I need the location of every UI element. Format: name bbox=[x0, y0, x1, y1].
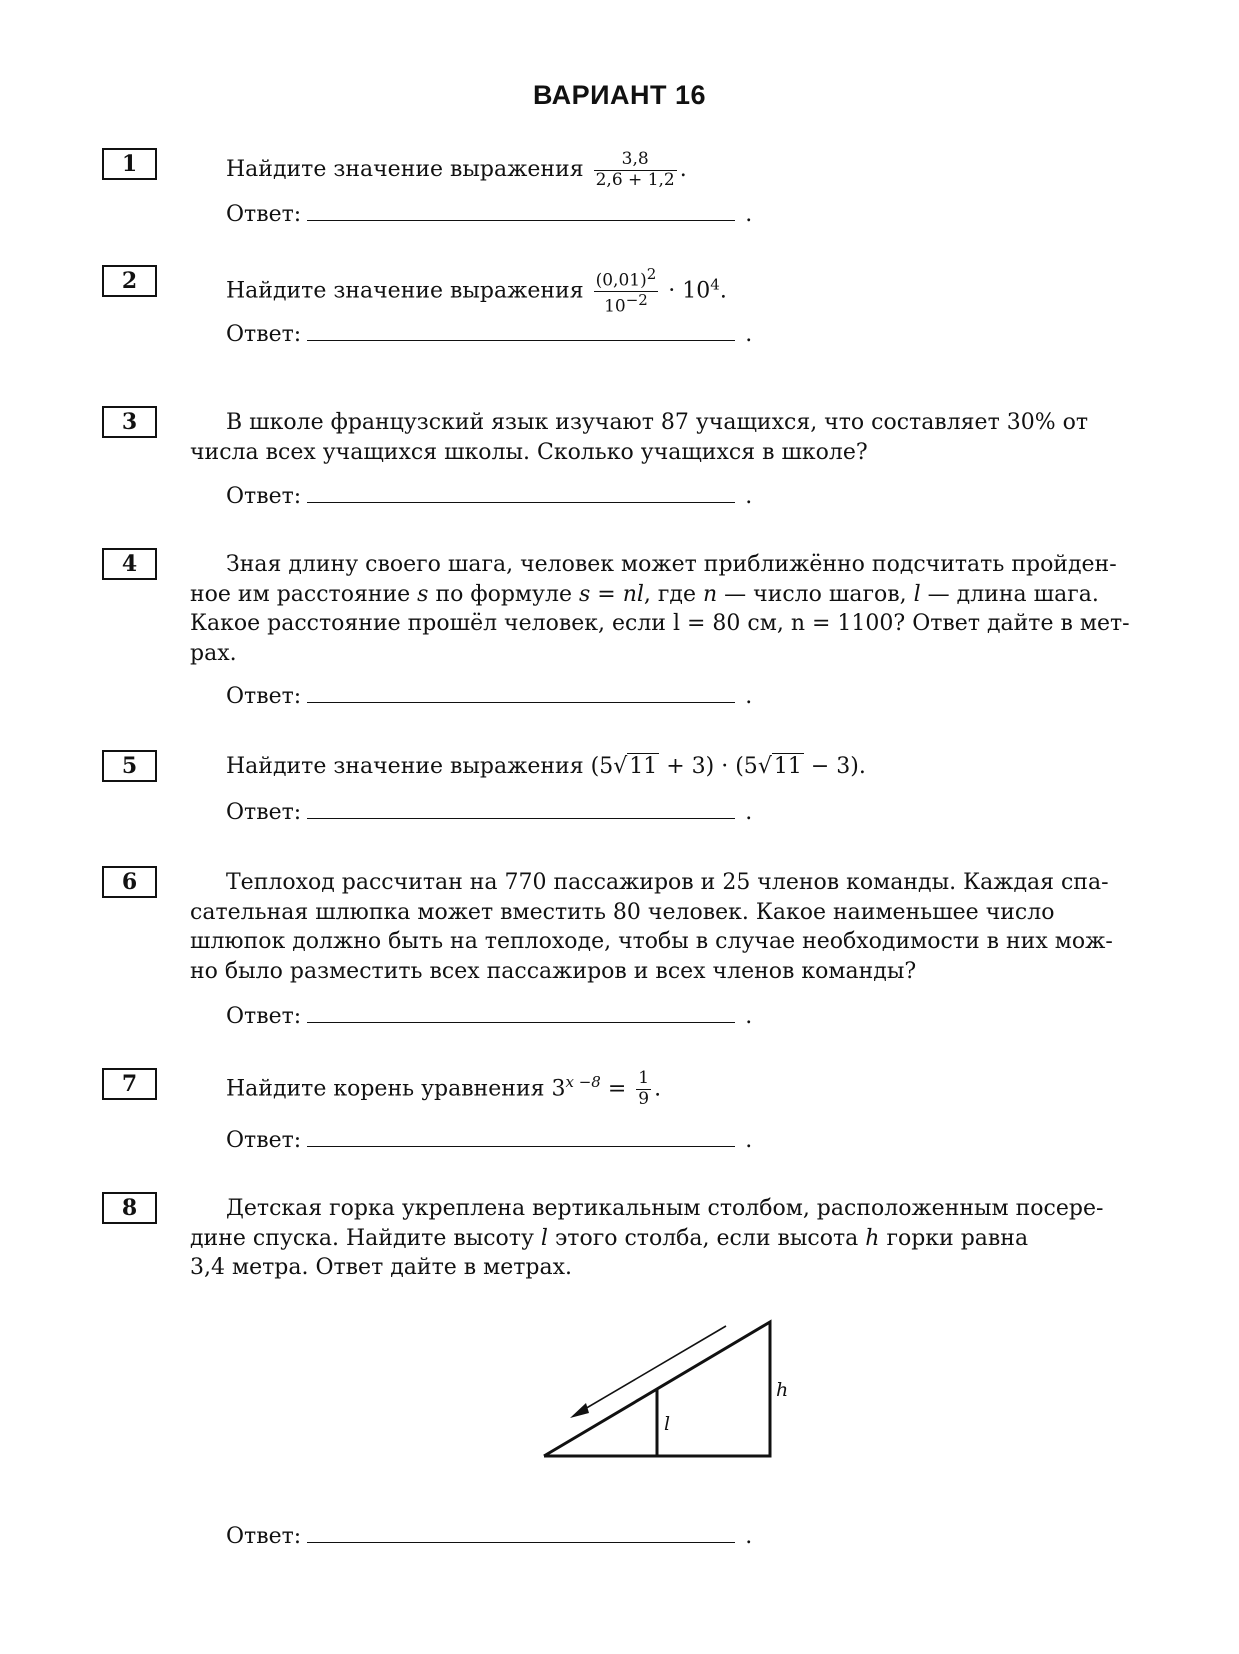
problem-number-8: 8 bbox=[102, 1192, 157, 1224]
problem-3-text: В школе французский язык изучают 87 учащихся, что составляет 30% от числа всех учащихся школы. Сколько учащихся в школе? bbox=[190, 410, 1089, 465]
descent-arrow-head bbox=[570, 1403, 589, 1418]
problem-8-text: Детская горка укреплена вертикальным столбом, расположенным посере- дине спуска. Найдите высоту l этого столба, если высота h горки равна 3,4 метра. Ответ дайте в метрах. bbox=[190, 1196, 1104, 1280]
fraction: $\frac{3,8}{2,6 + 1,2}$ bbox=[595, 149, 675, 190]
page-title: ВАРИАНТ 16 bbox=[532, 80, 707, 110]
fraction: $\frac{(0,01)^2}{10^{-2}}$ bbox=[595, 265, 657, 317]
answer-row-8: Ответ: . bbox=[226, 1520, 752, 1550]
answer-field-8[interactable] bbox=[307, 1520, 735, 1543]
problem-number-5: 5 bbox=[102, 750, 157, 782]
answer-field-2[interactable] bbox=[307, 318, 735, 341]
descent-arrow-line bbox=[578, 1326, 726, 1413]
answer-row-2: Ответ: . bbox=[226, 318, 752, 348]
answer-field-7[interactable] bbox=[307, 1124, 735, 1147]
problem-number-4: 4 bbox=[102, 548, 157, 580]
label-l: l bbox=[664, 1413, 671, 1435]
answer-row-1: Ответ: . bbox=[226, 198, 752, 228]
slide-diagram bbox=[530, 1300, 830, 1470]
problem-number-2: 2 bbox=[102, 265, 157, 297]
problem-number-1: 1 bbox=[102, 148, 157, 180]
answer-field-1[interactable] bbox=[307, 198, 735, 221]
problem-2-text: Найдите значение выражения $\frac{(0,01)^2}{10^{-2}}$ · $10^4$. bbox=[226, 265, 727, 317]
answer-row-3: Ответ: . bbox=[226, 480, 752, 510]
answer-row-4: Ответ: . bbox=[226, 680, 752, 710]
problem-7-text: Найдите корень уравнения $3^{x -8}$ = $\frac{1}{9}$ . bbox=[226, 1068, 662, 1109]
answer-field-6[interactable] bbox=[307, 1000, 735, 1023]
problem-5-text: Найдите значение выражения (5√11 + 3) · (5√11 − 3). bbox=[226, 754, 866, 779]
problem-6-text: Теплоход рассчитан на 770 пассажиров и 25 членов команды. Каждая спа- сательная шлюпка может вместить 80 человек. Какое наименьшее число шлюпок должно быть на теплоходе, чтобы в случае необходимости в них мож- но было разместить всех пассажиров и всех членов команды? bbox=[190, 870, 1113, 984]
answer-row-6: Ответ: . bbox=[226, 1000, 752, 1030]
answer-row-7: Ответ: . bbox=[226, 1124, 752, 1154]
answer-field-5[interactable] bbox=[307, 796, 735, 819]
fraction: $\frac{1}{9}$ bbox=[638, 1068, 650, 1109]
problem-number-3: 3 bbox=[102, 406, 157, 438]
problem-number-6: 6 bbox=[102, 866, 157, 898]
label-h: h bbox=[776, 1379, 789, 1401]
answer-row-5: Ответ: . bbox=[226, 796, 752, 826]
problem-number-7: 7 bbox=[102, 1068, 157, 1100]
answer-field-3[interactable] bbox=[307, 480, 735, 503]
problem-4-text: Зная длину своего шага, человек может приближённо подсчитать пройден- ное им расстояние s по формуле s = nl, где n — число шагов, l — длина шага. Какое расстояние прошёл человек, если l = 80 см, n = 1100? Ответ дайте в мет- рах. bbox=[190, 552, 1130, 666]
answer-field-4[interactable] bbox=[307, 680, 735, 703]
problem-1-text: Найдите значение выражения $\frac{3,8}{2,6 + 1,2}$ . bbox=[226, 149, 687, 190]
